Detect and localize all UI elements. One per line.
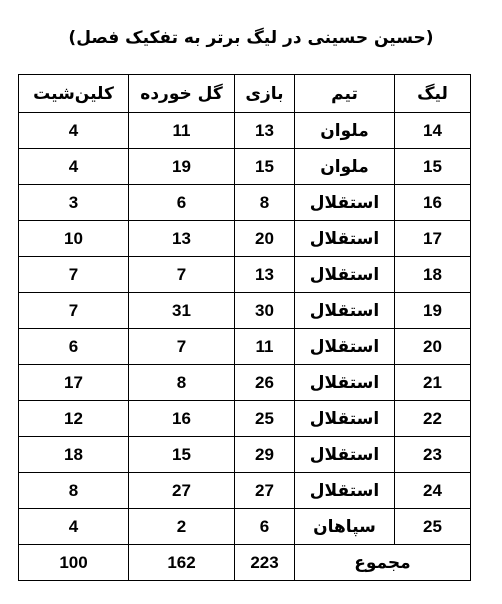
total-games: 223 bbox=[235, 545, 295, 581]
header-conceded: گل خورده bbox=[129, 75, 235, 113]
table-row bbox=[19, 113, 471, 149]
cell-league: 16 bbox=[395, 185, 471, 221]
cell-team: استقلال bbox=[295, 293, 395, 329]
table-row bbox=[19, 401, 471, 437]
cell-clean-sheets: 3 bbox=[19, 185, 129, 221]
table-row bbox=[19, 509, 471, 545]
table-row bbox=[19, 221, 471, 257]
cell-clean-sheets: 7 bbox=[19, 257, 129, 293]
header-row bbox=[19, 75, 471, 113]
table-row bbox=[19, 293, 471, 329]
cell-league: 22 bbox=[395, 401, 471, 437]
cell-league: 15 bbox=[395, 149, 471, 185]
cell-games: 13 bbox=[235, 113, 295, 149]
cell-league: 14 bbox=[395, 113, 471, 149]
cell-team: استقلال bbox=[295, 365, 395, 401]
cell-clean-sheets: 4 bbox=[19, 149, 129, 185]
cell-conceded: 31 bbox=[129, 293, 235, 329]
cell-team: ملوان bbox=[295, 149, 395, 185]
stats-table bbox=[18, 74, 471, 581]
cell-games: 30 bbox=[235, 293, 295, 329]
cell-clean-sheets: 18 bbox=[19, 437, 129, 473]
cell-games: 26 bbox=[235, 365, 295, 401]
cell-team: استقلال bbox=[295, 185, 395, 221]
cell-clean-sheets: 4 bbox=[19, 509, 129, 545]
total-conceded: 162 bbox=[129, 545, 235, 581]
cell-team: استقلال bbox=[295, 401, 395, 437]
cell-conceded: 11 bbox=[129, 113, 235, 149]
cell-games: 13 bbox=[235, 257, 295, 293]
cell-clean-sheets: 6 bbox=[19, 329, 129, 365]
cell-games: 6 bbox=[235, 509, 295, 545]
table-body bbox=[19, 113, 471, 545]
cell-team: استقلال bbox=[295, 329, 395, 365]
cell-team: سپاهان bbox=[295, 509, 395, 545]
table-row bbox=[19, 185, 471, 221]
table-row bbox=[19, 257, 471, 293]
cell-games: 27 bbox=[235, 473, 295, 509]
cell-team: استقلال bbox=[295, 221, 395, 257]
cell-games: 25 bbox=[235, 401, 295, 437]
cell-clean-sheets: 10 bbox=[19, 221, 129, 257]
cell-conceded: 16 bbox=[129, 401, 235, 437]
table-row bbox=[19, 437, 471, 473]
table-row bbox=[19, 149, 471, 185]
cell-league: 24 bbox=[395, 473, 471, 509]
total-clean-sheets: 100 bbox=[19, 545, 129, 581]
cell-clean-sheets: 8 bbox=[19, 473, 129, 509]
cell-team: استقلال bbox=[295, 257, 395, 293]
cell-conceded: 6 bbox=[129, 185, 235, 221]
cell-games: 20 bbox=[235, 221, 295, 257]
header-clean-sheets: کلین‌شیت bbox=[19, 75, 129, 113]
cell-games: 29 bbox=[235, 437, 295, 473]
cell-team: استقلال bbox=[295, 437, 395, 473]
table-row bbox=[19, 365, 471, 401]
cell-clean-sheets: 7 bbox=[19, 293, 129, 329]
table-row bbox=[19, 329, 471, 365]
cell-team: استقلال bbox=[295, 473, 395, 509]
header-team: تیم bbox=[295, 75, 395, 113]
cell-league: 20 bbox=[395, 329, 471, 365]
cell-conceded: 19 bbox=[129, 149, 235, 185]
cell-conceded: 27 bbox=[129, 473, 235, 509]
cell-league: 17 bbox=[395, 221, 471, 257]
cell-team: ملوان bbox=[295, 113, 395, 149]
cell-league: 21 bbox=[395, 365, 471, 401]
cell-conceded: 7 bbox=[129, 329, 235, 365]
cell-clean-sheets: 4 bbox=[19, 113, 129, 149]
cell-conceded: 15 bbox=[129, 437, 235, 473]
cell-conceded: 2 bbox=[129, 509, 235, 545]
header-games: بازی bbox=[235, 75, 295, 113]
cell-games: 15 bbox=[235, 149, 295, 185]
cell-games: 11 bbox=[235, 329, 295, 365]
cell-clean-sheets: 12 bbox=[19, 401, 129, 437]
cell-league: 18 bbox=[395, 257, 471, 293]
cell-games: 8 bbox=[235, 185, 295, 221]
cell-league: 19 bbox=[395, 293, 471, 329]
cell-league: 23 bbox=[395, 437, 471, 473]
cell-conceded: 13 bbox=[129, 221, 235, 257]
total-row bbox=[19, 545, 471, 581]
header-league: لیگ bbox=[395, 75, 471, 113]
cell-conceded: 7 bbox=[129, 257, 235, 293]
cell-clean-sheets: 17 bbox=[19, 365, 129, 401]
table-row bbox=[19, 473, 471, 509]
total-label: مجموع bbox=[295, 545, 471, 581]
cell-league: 25 bbox=[395, 509, 471, 545]
cell-conceded: 8 bbox=[129, 365, 235, 401]
page-title: (حسین حسینی در لیگ برتر به تفکیک فصل) bbox=[68, 28, 434, 48]
